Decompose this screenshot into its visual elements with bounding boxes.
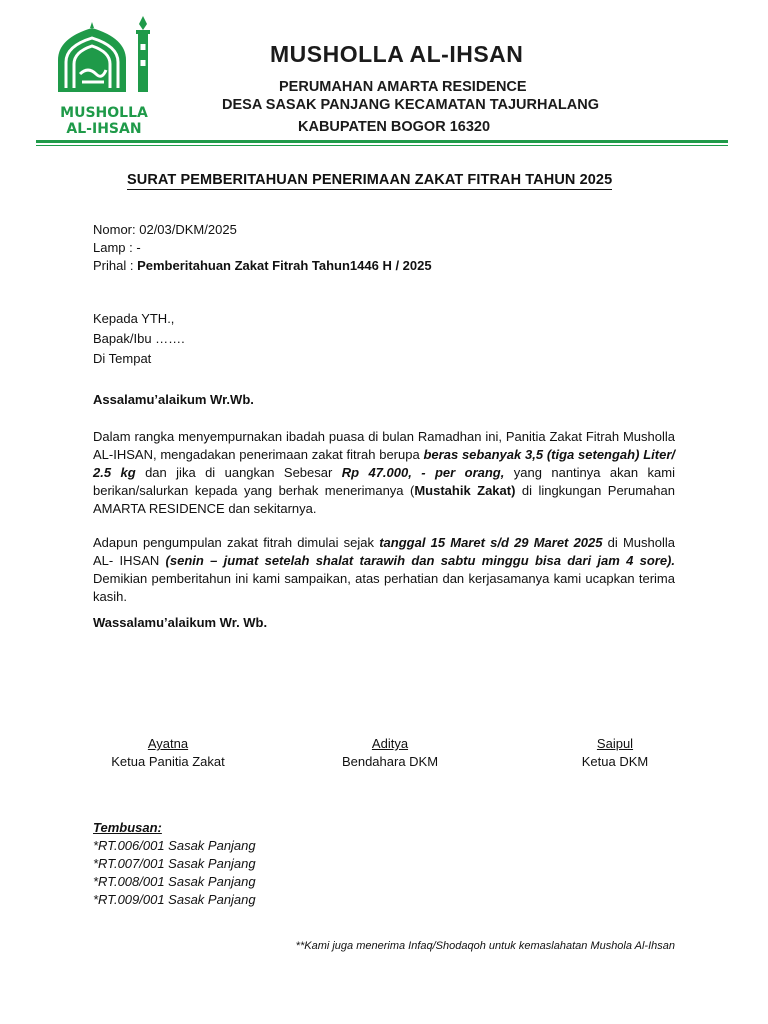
p1-mustahik: Mustahik Zakat) [414,483,516,498]
letterhead-address-3: KABUPATEN BOGOR 16320 [298,119,491,135]
signatory-name: Aditya [371,736,409,751]
copies-heading: Tembusan: [93,820,162,835]
letter-title: SURAT PEMBERITAHUAN PENERIMAAN ZAKAT FITRAH TAHUN 2025 [127,172,613,188]
letterhead-address-2: DESA SASAK PANJANG KECAMATAN TAJURHALANG [222,97,600,113]
p1-text-g: di lingkungan Perumahan AMARTA RESIDENCE dan sekitarnya. [93,483,675,516]
recipient-line-3: Di Tempat [93,351,152,366]
closing-greeting: Wassalamu’alaikum Wr. Wb. [93,615,268,630]
recipient-line-1: Kepada YTH., [93,311,175,326]
footnote-infaq: **Kami juga menerima Infaq/Shodaqoh untuk kemaslahatan Mushola Al-Ihsan [295,940,675,952]
letterhead-address-1: PERUMAHAN AMARTA RESIDENCE [279,79,527,95]
subject-label: Prihal : [93,258,138,273]
p1-text-c: dan jika di uangkan Sebesar [135,465,342,480]
musholla-logo [52,14,160,136]
signature-block-2 [290,736,490,769]
copies-item: *RT.007/001 Sasak Panjang [93,856,256,871]
letterhead-divider-thick [36,140,728,143]
signatory-name: Saipul [596,736,634,751]
letterhead-divider-thin [36,145,728,146]
signatory-role: Ketua Panitia Zakat [111,754,225,769]
paragraph-2 [93,534,675,606]
copies-item: *RT.008/001 Sasak Panjang [93,874,256,889]
copies-item: *RT.006/001 Sasak Panjang [93,838,256,853]
letter-subject [93,258,432,273]
signature-block-3 [515,736,715,769]
p1-text-a: Dalam rangka menyempurnakan ibadah puasa di bulan Ramadhan ini, Panitia Zakat Fitrah Musholla AL-IHSAN, mengadakan penerimaan zakat fitrah berupa [93,429,675,462]
p2-schedule: (senin – jumat setelah shalat tarawih dan sabtu minggu bisa dari jam 4 sore). [165,553,675,568]
letterhead-title: MUSHOLLA AL-IHSAN [270,41,524,67]
p1-text-e: yang nantinya akan kami berikan/salurkan kepada yang berhak menerimanya ( [93,465,675,498]
signatory-role: Bendahara DKM [341,754,439,769]
p2-date-range: tanggal 15 Maret s/d 29 Maret 2025 [379,535,603,550]
letter-number: Nomor: 02/03/DKM/2025 [93,222,237,237]
signatory-role: Ketua DKM [581,754,649,769]
copies-item: *RT.009/001 Sasak Panjang [93,892,256,907]
p1-money-amount: Rp 47.000, - per orang, [341,465,505,480]
p2-text-a: Adapun pengumpulan zakat fitrah dimulai sejak [93,535,380,550]
letter-attachment: Lamp : - [93,240,141,255]
logo-text-1: MUSHOLLA [60,105,148,121]
p2-text-e: Demikian pemberitahun ini kami sampaikan, atas perhatian dan kerjasamanya kami ucapkan terima kasih. [93,571,675,604]
p1-rice-amount: beras sebanyak 3,5 (tiga setengah) Liter/ 2.5 kg [93,447,675,480]
opening-greeting: Assalamu’alaikum Wr.Wb. [93,392,254,407]
signatory-name: Ayatna [147,736,189,751]
p2-text-c: di Musholla AL- IHSAN [93,535,675,568]
logo-text-2: AL-IHSAN [66,121,142,136]
signature-block-1 [68,736,268,769]
recipient-line-2: Bapak/Ibu ……. [93,331,185,346]
subject-value: Pemberitahuan Zakat Fitrah Tahun1446 H / 2025 [137,258,432,273]
paragraph-1 [93,428,675,518]
